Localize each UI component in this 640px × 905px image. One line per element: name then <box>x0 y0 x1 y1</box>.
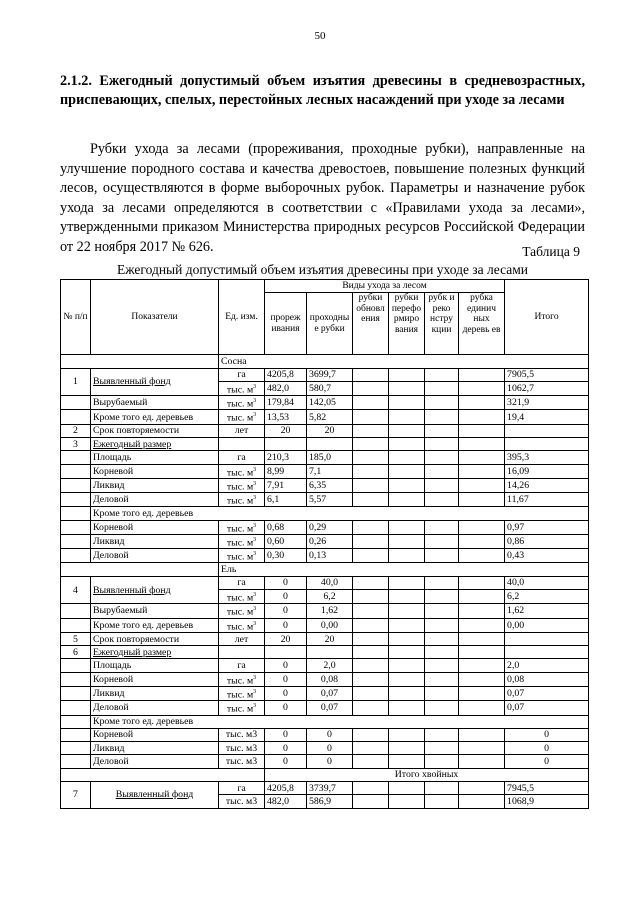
value-cell: 0,13 <box>307 549 353 563</box>
value-cell: 8,99 <box>265 464 307 478</box>
unit-cell: тыс. $м^3$ <box>219 590 265 604</box>
value-cell: 20 <box>307 632 353 645</box>
total-cell: 6,2 <box>505 590 589 604</box>
section-conifers-total: Итого хвойных <box>265 768 589 781</box>
row-number: 7 <box>61 782 91 809</box>
value-cell: 586,9 <box>307 795 353 808</box>
value-cell: 2,0 <box>307 659 353 672</box>
value-cell: 0 <box>265 604 307 618</box>
table-row <box>61 604 589 618</box>
value-cell: 0 <box>307 742 353 755</box>
value-cell: 482,0 <box>265 795 307 808</box>
value-cell: 482,0 <box>265 381 307 395</box>
value-cell: 210,3 <box>265 451 307 464</box>
value-cell: 20 <box>265 632 307 645</box>
section-row-spruce <box>61 563 589 576</box>
total-cell: 0,00 <box>505 618 589 632</box>
value-cell: 6,2 <box>307 590 353 604</box>
total-cell: 0,08 <box>505 672 589 686</box>
row-label: Деловой <box>91 755 219 768</box>
total-cell: 1,62 <box>505 604 589 618</box>
table-row <box>61 701 589 715</box>
unit-cell: тыс. $м^3$ <box>219 410 265 424</box>
header-num: № п/п <box>61 280 91 355</box>
unit-cell: тыс. $м^3$ <box>219 604 265 618</box>
total-cell: 1068,9 <box>505 795 589 808</box>
row-label: Корневой <box>91 520 219 534</box>
table-row <box>61 451 589 464</box>
total-cell: 0 <box>505 755 589 768</box>
section-heading: 2.1.2. Ежегодный допустимый объем изъятия древесины в средневозрастных, приспевающих, спелых, перестойных лесных насаждений при уходе за лесами <box>60 73 585 108</box>
total-cell: 0,43 <box>505 549 589 563</box>
value-cell: 0,30 <box>265 549 307 563</box>
value-cell: 0 <box>265 576 307 589</box>
value-cell: 0 <box>265 755 307 768</box>
total-cell: 0,07 <box>505 687 589 701</box>
table-row <box>61 632 589 645</box>
value-cell: 0,07 <box>307 687 353 701</box>
value-cell: 1,62 <box>307 604 353 618</box>
table-row <box>61 672 589 686</box>
row-label: Деловой <box>91 493 219 507</box>
value-cell: 7,91 <box>265 478 307 492</box>
row-label: Вырубаемый <box>91 604 219 618</box>
row-label: Ликвид <box>91 534 219 548</box>
table-row <box>61 728 589 741</box>
unit-cell: лет <box>219 632 265 645</box>
value-cell: 5,57 <box>307 493 353 507</box>
value-cell: 3699,7 <box>307 368 353 381</box>
row-label: Ликвид <box>91 687 219 701</box>
header-total: Итого <box>505 280 589 355</box>
value-cell: 0,68 <box>265 520 307 534</box>
unit-cell: тыс. $м^3$ <box>219 520 265 534</box>
value-cell: 0 <box>265 672 307 686</box>
table-row <box>61 618 589 632</box>
value-cell: 6,35 <box>307 478 353 492</box>
value-cell: 179,84 <box>265 396 307 410</box>
value-cell: 3739,7 <box>307 782 353 795</box>
table-row <box>61 715 589 728</box>
unit-cell: тыс. м3 <box>219 742 265 755</box>
total-cell: 1062,7 <box>505 381 589 395</box>
unit-cell: лет <box>219 424 265 437</box>
value-cell: 0,60 <box>265 534 307 548</box>
unit-cell: тыс. м3 <box>219 755 265 768</box>
section-row-conifers-total <box>61 768 589 781</box>
value-cell: 0,08 <box>307 672 353 686</box>
unit-cell: тыс. $м^3$ <box>219 464 265 478</box>
unit-cell: га <box>219 576 265 589</box>
table-title: Ежегодный допустимый объем изъятия древесины при уходе за лесами <box>117 262 528 277</box>
unit-cell: га <box>219 451 265 464</box>
total-cell: 19,4 <box>505 410 589 424</box>
row-number: 5 <box>61 632 91 645</box>
table-row <box>61 437 589 450</box>
value-cell: 0 <box>265 742 307 755</box>
header-unit: Ед. изм. <box>219 280 265 355</box>
header-reconstruction: рубк и реко нстру кции <box>425 293 459 355</box>
harvest-volume-table <box>60 279 589 809</box>
header-passage: проходны е рубки <box>307 293 353 355</box>
row-label: Деловой <box>91 549 219 563</box>
row-label: Корневой <box>91 728 219 741</box>
unit-cell: тыс. $м^3$ <box>219 701 265 715</box>
value-cell: 0 <box>265 687 307 701</box>
body-paragraph: Рубки ухода за лесами (прореживания, проходные рубки), направленные на улучшение породного состава и качества древостоев, повышение полезных функций лесов, осуществляются в форме выборочных рубок. Параметры и назначение рубок ухода за лесами определяются в соответствии с «Правилами ухода за лесами», утвержденными приказом Министерства природных ресурсов Российской Федерации от 22 ноября 2017 № 626. <box>60 141 585 255</box>
unit-cell: тыс. $м^3$ <box>219 618 265 632</box>
header-types-group: Виды ухода за лесом <box>265 280 505 293</box>
value-cell: 0,07 <box>307 701 353 715</box>
table-row <box>61 576 589 589</box>
total-cell: 2,0 <box>505 659 589 672</box>
value-cell: 142,05 <box>307 396 353 410</box>
total-cell: 16,09 <box>505 464 589 478</box>
value-cell: 20 <box>307 424 353 437</box>
row-label: Срок повторяемости <box>91 632 219 645</box>
value-cell: 13,53 <box>265 410 307 424</box>
table-row <box>61 782 589 795</box>
value-cell: 0 <box>307 728 353 741</box>
unit-cell: тыс. $м^3$ <box>219 672 265 686</box>
total-cell: 321,9 <box>505 396 589 410</box>
table-row <box>61 368 589 381</box>
value-cell: 0 <box>265 590 307 604</box>
table-row <box>61 687 589 701</box>
unit-cell: тыс. $м^3$ <box>219 687 265 701</box>
table-row <box>61 507 589 520</box>
table-row <box>61 410 589 424</box>
row-label: Площадь <box>91 659 219 672</box>
total-cell: 395,3 <box>505 451 589 464</box>
unit-cell: тыс. $м^3$ <box>219 534 265 548</box>
table-row <box>61 742 589 755</box>
value-cell: 580,7 <box>307 381 353 395</box>
value-cell: 4205,8 <box>265 368 307 381</box>
value-cell: 0 <box>307 755 353 768</box>
table-row <box>61 478 589 492</box>
total-cell: 0 <box>505 728 589 741</box>
table-row <box>61 464 589 478</box>
total-cell: 11,67 <box>505 493 589 507</box>
table-row <box>61 659 589 672</box>
section-row-pine <box>61 355 589 368</box>
total-cell: 0,86 <box>505 534 589 548</box>
row-label: Площадь <box>91 451 219 464</box>
unit-cell: тыс. $м^3$ <box>219 549 265 563</box>
table-row <box>61 493 589 507</box>
value-cell: 4205,8 <box>265 782 307 795</box>
row-number: 1 <box>61 368 91 396</box>
unit-cell: га <box>219 368 265 381</box>
row-label: Корневой <box>91 464 219 478</box>
unit-cell: га <box>219 659 265 672</box>
value-cell: 0,29 <box>307 520 353 534</box>
table-row <box>61 646 589 659</box>
value-cell: 7,1 <box>307 464 353 478</box>
header-thinning: прореж ивания <box>265 293 307 355</box>
row-number: 2 <box>61 424 91 437</box>
total-cell: 0,97 <box>505 520 589 534</box>
header-indicator: Показатели <box>91 280 219 355</box>
row-label: Вырубаемый <box>91 396 219 410</box>
row-label: Срок повторяемости <box>91 424 219 437</box>
row-label: Ликвид <box>91 742 219 755</box>
table-row <box>61 534 589 548</box>
row-label: Выявленный фонд <box>91 368 219 396</box>
header-renewal: рубки обновл ения <box>353 293 389 355</box>
section-spruce: Ель <box>219 563 589 576</box>
value-cell: 0 <box>265 618 307 632</box>
total-cell: 40,0 <box>505 576 589 589</box>
value-cell: 0 <box>265 659 307 672</box>
value-cell: 0 <box>265 701 307 715</box>
unit-cell: тыс. $м^3$ <box>219 396 265 410</box>
value-cell: 0,26 <box>307 534 353 548</box>
total-cell: 14,26 <box>505 478 589 492</box>
section-pine: Сосна <box>219 355 589 368</box>
table-row <box>61 424 589 437</box>
table-row <box>61 520 589 534</box>
header-reform: рубки перефо рмиро вания <box>389 293 425 355</box>
value-cell: 20 <box>265 424 307 437</box>
row-label: Ежегодный размер <box>91 646 219 659</box>
value-cell: 40,0 <box>307 576 353 589</box>
row-label: Кроме того ед. деревьев <box>91 410 219 424</box>
value-cell: 185,0 <box>307 451 353 464</box>
table-header-row <box>61 280 589 293</box>
total-cell: 7945,5 <box>505 782 589 795</box>
unit-cell: тыс. м3 <box>219 795 265 808</box>
unit-cell: тыс. $м^3$ <box>219 478 265 492</box>
row-number: 6 <box>61 646 91 659</box>
value-cell: 6,1 <box>265 493 307 507</box>
unit-cell: тыс. м3 <box>219 728 265 741</box>
row-label: Кроме того ед. деревьев <box>91 618 219 632</box>
table-row <box>61 549 589 563</box>
value-cell: 0,00 <box>307 618 353 632</box>
row-label: Кроме того ед. деревьев <box>91 507 589 520</box>
unit-cell: га <box>219 782 265 795</box>
row-number: 4 <box>61 576 91 604</box>
row-label: Кроме того ед. деревьев <box>91 715 589 728</box>
table-row <box>61 396 589 410</box>
total-cell: 7905,5 <box>505 368 589 381</box>
row-label: Ликвид <box>91 478 219 492</box>
value-cell: 0 <box>265 728 307 741</box>
value-cell: 5,82 <box>307 410 353 424</box>
row-label: Выявленный фонд <box>91 782 219 809</box>
row-label: Ежегодный размер <box>91 437 219 450</box>
page-number: 50 <box>314 30 326 42</box>
row-label: Корневой <box>91 672 219 686</box>
table-caption: Таблица 9 <box>522 244 580 259</box>
row-label: Выявленный фонд <box>91 576 219 604</box>
table-row <box>61 755 589 768</box>
header-single-trees: рубка единич ных деревь ев <box>459 293 505 355</box>
total-cell: 0,07 <box>505 701 589 715</box>
row-label: Деловой <box>91 701 219 715</box>
row-number: 3 <box>61 437 91 450</box>
total-cell: 0 <box>505 742 589 755</box>
unit-cell: тыс. $м^3$ <box>219 493 265 507</box>
unit-cell: тыс. $м^3$ <box>219 381 265 395</box>
